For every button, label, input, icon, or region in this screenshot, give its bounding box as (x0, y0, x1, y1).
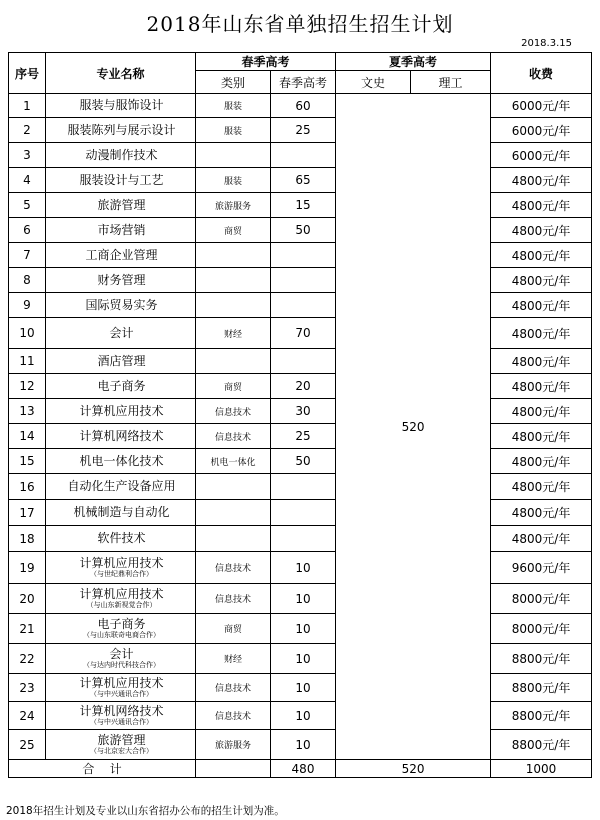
major-partner: （与山东新视觉合作） (86, 601, 157, 609)
major-name: 旅游管理 (97, 197, 146, 212)
row-fee: 6000元/年 (491, 94, 592, 118)
major-name: 计算机应用技术 (79, 587, 164, 601)
row-seq: 16 (9, 474, 46, 500)
table-row (9, 584, 592, 614)
row-seq: 15 (9, 449, 46, 474)
row-major (46, 449, 196, 474)
row-spring-count: 10 (271, 674, 336, 702)
row-major (46, 730, 196, 760)
row-spring-count: 30 (271, 399, 336, 424)
row-major (46, 118, 196, 143)
row-major (46, 268, 196, 293)
table-row (9, 193, 592, 218)
header-fee: 收费 (491, 53, 592, 94)
row-category (196, 293, 271, 318)
major-name: 软件技术 (97, 531, 146, 545)
row-seq: 9 (9, 293, 46, 318)
row-seq: 17 (9, 500, 46, 526)
table-row (9, 449, 592, 474)
row-category: 商贸 (196, 614, 271, 644)
major-name: 国际贸易实务 (85, 297, 158, 312)
total-summer: 520 (336, 760, 491, 778)
row-fee: 8800元/年 (491, 674, 592, 702)
row-major (46, 552, 196, 584)
major-name: 服装与服饰设计 (79, 98, 164, 112)
row-category: 商贸 (196, 218, 271, 243)
row-seq: 11 (9, 349, 46, 374)
major-name: 计算机应用技术 (79, 556, 164, 570)
major-name: 机电一体化技术 (79, 453, 164, 468)
row-seq: 22 (9, 644, 46, 674)
table-row (9, 293, 592, 318)
row-major (46, 702, 196, 730)
table-row (9, 118, 592, 143)
table-row (9, 474, 592, 500)
row-fee: 4800元/年 (491, 500, 592, 526)
table-row (9, 500, 592, 526)
row-seq: 8 (9, 268, 46, 293)
enrollment-table (8, 52, 592, 778)
major-partner: （与中兴通讯合作） (90, 690, 153, 698)
row-major (46, 168, 196, 193)
table-row (9, 374, 592, 399)
row-seq: 4 (9, 168, 46, 193)
row-category: 服装 (196, 94, 271, 118)
table-row (9, 318, 592, 349)
row-category: 旅游服务 (196, 730, 271, 760)
row-major (46, 143, 196, 168)
row-category: 信息技术 (196, 674, 271, 702)
row-spring-count: 25 (271, 118, 336, 143)
row-category (196, 526, 271, 552)
row-fee: 4800元/年 (491, 374, 592, 399)
row-fee: 4800元/年 (491, 449, 592, 474)
row-major (46, 500, 196, 526)
row-seq: 21 (9, 614, 46, 644)
header-major: 专业名称 (46, 53, 196, 94)
row-major (46, 374, 196, 399)
row-spring-count: 10 (271, 644, 336, 674)
row-fee: 4800元/年 (491, 318, 592, 349)
major-name: 计算机网络技术 (79, 428, 164, 443)
row-category: 信息技术 (196, 702, 271, 730)
header-spring-count: 春季高考 (271, 71, 336, 94)
row-category: 财经 (196, 318, 271, 349)
table-row (9, 552, 592, 584)
row-category: 商贸 (196, 374, 271, 399)
major-name: 自动化生产设备应用 (67, 479, 176, 493)
row-fee: 4800元/年 (491, 474, 592, 500)
table-row (9, 243, 592, 268)
major-name: 电子商务 (97, 617, 146, 631)
row-fee: 4800元/年 (491, 243, 592, 268)
row-fee: 6000元/年 (491, 118, 592, 143)
header-science: 理工 (411, 71, 491, 94)
major-name: 服装设计与工艺 (79, 172, 164, 187)
row-seq: 12 (9, 374, 46, 399)
row-seq: 10 (9, 318, 46, 349)
table-row (9, 268, 592, 293)
row-major (46, 193, 196, 218)
row-spring-count (271, 143, 336, 168)
major-partner: （与达内时代科技合作） (83, 661, 160, 669)
row-spring-count (271, 268, 336, 293)
row-major (46, 584, 196, 614)
row-spring-count: 70 (271, 318, 336, 349)
row-fee: 8800元/年 (491, 644, 592, 674)
row-spring-count: 10 (271, 584, 336, 614)
major-name: 市场营销 (97, 222, 146, 237)
row-major (46, 474, 196, 500)
row-seq: 14 (9, 424, 46, 449)
major-name: 服装陈列与展示设计 (67, 122, 176, 137)
row-seq: 23 (9, 674, 46, 702)
row-major (46, 94, 196, 118)
row-fee: 4800元/年 (491, 168, 592, 193)
row-fee: 8800元/年 (491, 702, 592, 730)
row-spring-count: 50 (271, 218, 336, 243)
row-spring-count: 10 (271, 730, 336, 760)
row-spring-count (271, 474, 336, 500)
table-row (9, 614, 592, 644)
row-fee: 4800元/年 (491, 268, 592, 293)
major-name: 动漫制作技术 (85, 147, 158, 162)
table-row (9, 399, 592, 424)
table-row (9, 424, 592, 449)
major-partner: （与中兴通讯合作） (90, 718, 153, 726)
major-partner: （与山东联奇电商合作） (83, 631, 160, 639)
row-seq: 5 (9, 193, 46, 218)
row-category (196, 268, 271, 293)
row-major (46, 293, 196, 318)
row-seq: 20 (9, 584, 46, 614)
row-category: 信息技术 (196, 399, 271, 424)
row-category: 财经 (196, 644, 271, 674)
row-seq: 7 (9, 243, 46, 268)
major-name: 旅游管理 (97, 733, 146, 747)
header-liberal: 文史 (336, 71, 411, 94)
row-spring-count (271, 243, 336, 268)
row-major (46, 614, 196, 644)
summer-count: 520 (336, 94, 491, 760)
row-major (46, 644, 196, 674)
row-seq: 13 (9, 399, 46, 424)
row-spring-count: 60 (271, 94, 336, 118)
row-spring-count: 50 (271, 449, 336, 474)
row-category: 旅游服务 (196, 193, 271, 218)
row-spring-count: 25 (271, 424, 336, 449)
row-major (46, 218, 196, 243)
table-row (9, 644, 592, 674)
table-row (9, 143, 592, 168)
header-category: 类别 (196, 71, 271, 94)
row-spring-count (271, 526, 336, 552)
row-fee: 4800元/年 (491, 218, 592, 243)
table-row (9, 168, 592, 193)
row-category: 信息技术 (196, 424, 271, 449)
row-seq: 19 (9, 552, 46, 584)
row-major (46, 243, 196, 268)
row-category: 信息技术 (196, 552, 271, 584)
row-category (196, 474, 271, 500)
row-seq: 3 (9, 143, 46, 168)
table-row (9, 702, 592, 730)
major-name: 机械制造与自动化 (73, 505, 170, 519)
row-spring-count (271, 500, 336, 526)
row-fee: 8800元/年 (491, 730, 592, 760)
major-name: 计算机应用技术 (79, 403, 164, 418)
major-name: 工商企业管理 (85, 247, 158, 262)
row-seq: 24 (9, 702, 46, 730)
row-category: 机电一体化 (196, 449, 271, 474)
total-spring: 480 (271, 760, 336, 778)
row-category (196, 243, 271, 268)
row-fee: 4800元/年 (491, 424, 592, 449)
row-fee: 4800元/年 (491, 399, 592, 424)
major-name: 财务管理 (97, 272, 146, 287)
table-row (9, 218, 592, 243)
major-name: 酒店管理 (97, 353, 146, 368)
date-label: 2018.3.15 (521, 38, 572, 49)
row-category: 服装 (196, 118, 271, 143)
row-fee: 4800元/年 (491, 526, 592, 552)
row-major (46, 318, 196, 349)
table-row (9, 674, 592, 702)
row-spring-count: 10 (271, 614, 336, 644)
row-seq: 2 (9, 118, 46, 143)
major-name: 电子商务 (97, 378, 146, 393)
row-fee: 6000元/年 (491, 143, 592, 168)
table-row (9, 730, 592, 760)
major-name: 会计 (109, 647, 134, 661)
row-major (46, 526, 196, 552)
row-fee: 8000元/年 (491, 584, 592, 614)
major-name: 计算机网络技术 (79, 704, 164, 718)
footnote: 2018年招生计划及专业以山东省招办公布的招生计划为准。 (6, 805, 285, 817)
row-category (196, 500, 271, 526)
header-spring: 春季高考 (196, 53, 336, 71)
row-category (196, 349, 271, 374)
row-category (196, 143, 271, 168)
header-seq: 序号 (9, 53, 46, 94)
major-name: 会计 (109, 325, 134, 340)
row-seq: 1 (9, 94, 46, 118)
row-category: 服装 (196, 168, 271, 193)
row-fee: 8000元/年 (491, 614, 592, 644)
row-major (46, 399, 196, 424)
row-fee: 9600元/年 (491, 552, 592, 584)
row-category: 信息技术 (196, 584, 271, 614)
row-spring-count (271, 293, 336, 318)
row-spring-count: 10 (271, 702, 336, 730)
row-seq: 25 (9, 730, 46, 760)
page-title: 2018年山东省单独招生招生计划 (146, 12, 454, 36)
row-major (46, 424, 196, 449)
header-summer: 夏季高考 (336, 53, 491, 71)
row-spring-count (271, 349, 336, 374)
major-partner: （与北京宏大合作） (90, 747, 153, 755)
row-spring-count: 15 (271, 193, 336, 218)
table-row (9, 526, 592, 552)
total-label: 合 计 (9, 760, 196, 778)
major-name: 计算机应用技术 (79, 676, 164, 690)
row-fee: 4800元/年 (491, 193, 592, 218)
total-fee: 1000 (491, 760, 592, 778)
row-seq: 18 (9, 526, 46, 552)
row-spring-count: 20 (271, 374, 336, 399)
row-spring-count: 10 (271, 552, 336, 584)
row-major (46, 349, 196, 374)
major-partner: （与世纪鼎利合作） (90, 570, 153, 578)
row-major (46, 674, 196, 702)
table-row (9, 349, 592, 374)
row-spring-count: 65 (271, 168, 336, 193)
row-seq: 6 (9, 218, 46, 243)
table-row (9, 94, 592, 118)
row-fee: 4800元/年 (491, 293, 592, 318)
row-fee: 4800元/年 (491, 349, 592, 374)
